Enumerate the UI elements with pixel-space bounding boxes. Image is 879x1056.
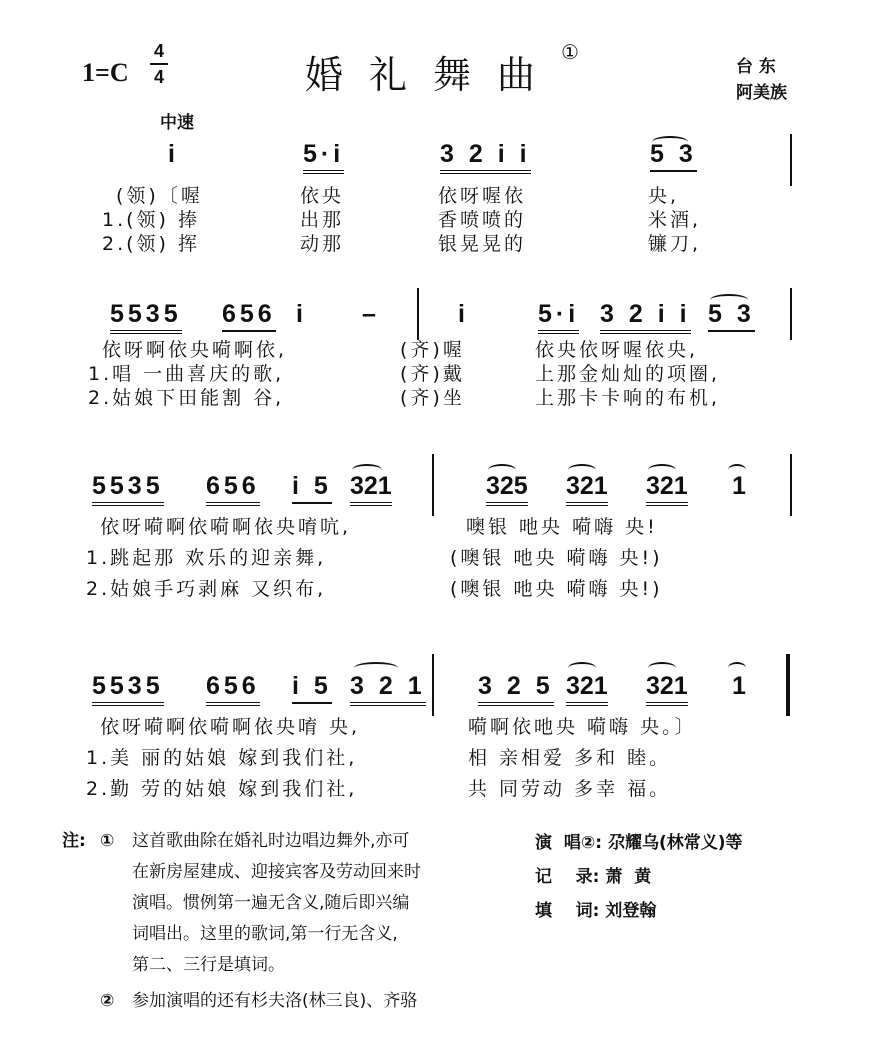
lyric-line: 银晃晃的 [438,233,527,255]
note-group-text: i 5 [292,472,332,504]
note-group [350,472,392,501]
lyric-line: 动那 [300,233,345,255]
lyric-line: 依呀啊依央嗬啊依, [102,339,288,361]
note-group: i [458,300,469,328]
footnote-line: 词唱出。这里的歌词,第一行无含义, [132,924,398,944]
credit-value: 萧 黄 [605,867,652,887]
lyric-line: 镰刀, [648,233,702,255]
lyric-line: (齐)戴 [400,363,465,385]
origin-ethnicity: 阿美族 [736,83,787,103]
note-group-text: 325 [486,472,528,506]
credit-label: 演 唱②: [535,833,603,853]
credit-label: 填 词: [535,901,600,921]
lyric-line: 共 同劳动 多幸 福。 [468,778,672,800]
lyric-line: (齐)喔 [400,339,465,361]
credit-performer [535,826,743,860]
lyric-line: 2.姑娘下田能割 谷, [88,387,285,409]
lyric-line: 2.姑娘手巧剥麻 又织布, [86,578,327,600]
footnote-line: 这首歌曲除在婚礼时边唱边舞外,亦可 [132,831,410,851]
lyric-line: 米酒, [648,209,702,231]
lyrics-block [468,712,697,805]
note-group-text: 5·i [538,300,579,334]
credit-lyricist [535,894,743,928]
lyric-line: 依央依呀喔依央, [535,339,699,361]
note-group [646,472,688,501]
note-group-text: 656 [206,672,260,706]
note-group-text: i 5 [292,672,332,704]
note-group [440,140,531,169]
note-group [600,300,691,329]
note-group [292,672,332,701]
note-group-text: 5·i [303,140,344,174]
footnote-mark: ① [561,40,579,64]
lyrics-block [86,512,351,605]
note-group: i [296,300,307,328]
lyrics-block [438,184,526,256]
note-group-text: 321 [566,672,608,706]
lyric-line: (噢银 吔央 嗬嗨 央!) [450,547,663,569]
note-group-text: 5535 [92,472,164,506]
lyric-line: (齐)坐 [400,387,465,409]
credit-recorder [535,860,743,894]
lyric-line: 出那 [300,209,345,231]
lyrics-block [86,712,360,805]
note-group: 1 [732,672,750,700]
lyric-line: 1.唱 一曲喜庆的歌, [88,363,285,385]
lyric-line: 上那金灿灿的项圈, [535,363,721,385]
footnote-line: 在新房屋建成、迎接宾客及劳动回来时 [132,862,421,882]
footnote-label: 注: [62,831,86,851]
note-group [646,672,688,701]
lyrics-block [300,184,344,256]
note-group-text: 321 [646,672,688,706]
note-group [92,672,164,701]
time-signature-top: 4 [153,41,164,61]
lyric-line: (噢银 吔央 嗬嗨 央!) [450,578,663,600]
note-group-text: 5535 [110,300,182,334]
note-group-text: 656 [222,300,276,332]
lyric-line: 1.跳起那 欢乐的迎亲舞, [86,547,327,569]
final-barline [786,654,790,716]
footnote-line: 第二、三行是填词。 [132,955,285,975]
note-group-text: 321 [566,472,608,506]
note-group-text: 5535 [92,672,164,706]
song-title-text: 婚礼舞曲 [305,53,562,97]
lyric-line: (领)〔喔 [116,185,203,207]
note-group-text: 656 [206,472,260,506]
note-group [486,472,528,501]
tempo-marking: 中速 [160,113,194,133]
note-group-text: 321 [350,472,392,506]
note-group [566,472,608,501]
footnote-line: 演唱。惯例第一遍无含义,随后即兴编 [132,893,410,913]
note-group [650,140,697,169]
note-group-text: 3 2 i i [600,300,691,334]
lyric-line: 1.美 丽的姑娘 嫁到我们社, [86,747,358,769]
lyric-line: 1.(领) 捧 [102,209,200,231]
credits [535,826,743,928]
lyric-line: 相 亲相爱 多和 睦。 [468,747,672,769]
note-group-text: 321 [646,472,688,506]
time-signature-bottom: 4 [153,67,164,87]
lyrics-block [535,338,720,410]
lyrics-block [102,184,203,256]
note-group [303,140,344,169]
lyric-line: 香喷喷的 [438,209,527,231]
barline [432,654,434,716]
lyric-line: 2.勤 劳的姑娘 嫁到我们社, [86,778,358,800]
key-signature: 1=C [82,58,129,87]
lyrics-block [648,184,701,256]
note-group-text: 5 3 [708,300,755,332]
time-signature [148,40,170,88]
note-group [708,300,755,329]
note-group [110,300,182,329]
song-origin [736,54,787,106]
footnote-2: 参加演唱的还有杉夫洛(林三良)、齐骆 [132,991,418,1011]
credit-value: 刘登翰 [605,901,657,921]
note-group [92,472,164,501]
note-group-text: 3 2 5 [478,672,554,706]
credit-label: 记 录: [535,867,600,887]
footnote-2-mark: ② [100,991,115,1011]
barline [432,454,434,516]
lyric-line: 依呀嗬啊依嗬啊依央唷吭, [100,516,352,538]
lyric-line: 依呀嗬啊依嗬啊依央唷 央, [100,716,361,738]
song-title [305,40,579,99]
note-group [206,672,260,701]
note-group [478,672,554,701]
note-group [222,300,276,329]
footnote-1 [132,826,421,981]
barline [790,134,792,186]
credit-value: 尕耀乌(林常义)等 [607,833,743,853]
note-group: i [168,140,179,168]
lyric-line: 央, [648,185,680,207]
lyric-line: 依央 [300,185,345,207]
lyrics-block [450,512,663,605]
barline [790,288,792,340]
note-group [292,472,332,501]
lyric-line: 上那卡卡响的布机, [535,387,721,409]
origin-region: 台 东 [736,57,776,77]
lyric-line: 依呀喔依 [438,185,527,207]
note-group [538,300,579,329]
lyrics-block [88,338,287,410]
note-group [566,672,608,701]
footnote-1-mark: ① [100,831,115,851]
note-group [350,672,426,701]
lyrics-block [400,338,465,410]
note-group: – [362,300,380,328]
note-group-text: 5 3 [650,140,697,172]
lyric-line: 噢银 吔央 嗬嗨 央! [466,516,658,538]
lyric-line: 2.(领) 挥 [102,233,200,255]
note-group-text: 3 2 1 [350,672,426,706]
note-group [206,472,260,501]
barline [417,288,419,340]
note-group: 1 [732,472,750,500]
note-group-text: 3 2 i i [440,140,531,174]
lyric-line: 嗬啊依吔央 嗬嗨 央。〕 [468,716,697,738]
barline [790,454,792,516]
